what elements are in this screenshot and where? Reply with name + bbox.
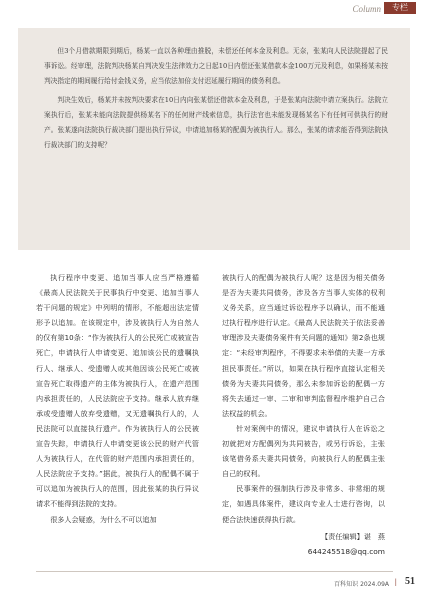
column-label: Column: [352, 4, 381, 14]
left-column: [36, 270, 199, 527]
body-paragraph: 很多人会疑惑，为什么不可以追加: [50, 514, 157, 524]
editor-email: 644245518@qq.com: [307, 546, 385, 556]
column-tag-badge: 专栏: [384, 2, 416, 14]
footer-separator: |: [394, 578, 397, 586]
footer-divider: [36, 571, 393, 572]
body-paragraph: 民事案件的强制执行涉及非常多、非常细的规定，如遇具体案件，建议向专业人士进行咨询，以便合法快速获得执行款。: [222, 484, 385, 524]
editor-credit: 【责任编辑】谌 燕: [321, 531, 385, 541]
case-text: [44, 44, 388, 157]
body-paragraph: 执行程序中变更、追加当事人应当严格遵循《最高人民法院关于民事执行中变更、追加当事人若干问题的规定》中列明的情形，不能超出法定情形予以追加。在该规定中，涉及被执行人为自然人的仅有第10条：“作为被执行人的公民死亡或被宣告死亡，申请执行人申请变更、追加该公民的遗嘱执行人、继承人、受遗赠人或其他因该公民死亡或被宣告死亡取得遗产的主体为被执行人，在遗产范围内承担责任的，人民法院应予支持。继承人放弃继承或受遗赠人放弃受遗赠，又无遗嘱执行人的，人民法院可以直接执行遗产。作为被执行人的公民被宣告失踪，申请执行人申请变更该公民的财产代管人为被执行人，在代管的财产范围内承担责任的，人民法院应予支持。”据此，被执行人的配偶不属于可以追加为被执行人的范围，因此张某的执行异议请求不能得到法院的支持。: [36, 273, 199, 509]
case-box: [18, 28, 410, 250]
case-paragraph: 判决生效后，杨某并未按判决要求在10日内向张某偿还借款本金及利息，于是张某向法院申请立案执行。法院立案执行后，张某未能向法院提供杨某名下的任何财产线索信息，执行法官也未能发现杨某名下有任何可供执行的财产。张某遂向法院执行裁决部门提出执行异议，申请追加杨某的配偶为被执行人。那么，张某的请求能否得到法院执行裁决部门的支持呢？: [44, 96, 388, 149]
page-number: 51: [405, 576, 415, 587]
magazine-issue: 百科知识 2024.09A: [334, 581, 389, 588]
page-header: [0, 0, 427, 16]
body-paragraph: 针对案例中的情况，建议申请执行人在诉讼之初就把对方配偶列为共同被告，或另行诉讼，主张该笔借务系夫妻共同债务，向被执行人的配偶主张自己的权利。: [222, 423, 385, 479]
right-column: [222, 270, 385, 559]
body-paragraph: 被执行人的配偶为被执行人呢？这是因为相关债务是否为夫妻共同债务，涉及各方当事人实体的权利义务关系，应当通过诉讼程序予以确认，而不能通过执行程序进行认定。《最高人民法院关于依法妥善审理涉及夫妻债务案件有关问题的通知》第2条也规定：“未经审判程序，不得要求未举债的夫妻一方承担民事责任。”所以，如果在执行程序直接认定相关债务为夫妻共同债务，那么未参加诉讼的配偶一方将失去通过一审、二审和审判监督程序维护自己合法权益的机会。: [222, 273, 385, 418]
case-paragraph: 但3个月借款期限到期后，杨某一直以各种理由推脱，未偿还任何本金及利息。无奈，张某向人民法院提起了民事诉讼。经审理，法院判决杨某自判决发生法律效力之日起10日内偿还张某借款本金100万元及利息，如果杨某未按判决指定的期间履行给付金钱义务，应当依法加倍支付迟延履行期间的债务利息。: [44, 47, 388, 85]
